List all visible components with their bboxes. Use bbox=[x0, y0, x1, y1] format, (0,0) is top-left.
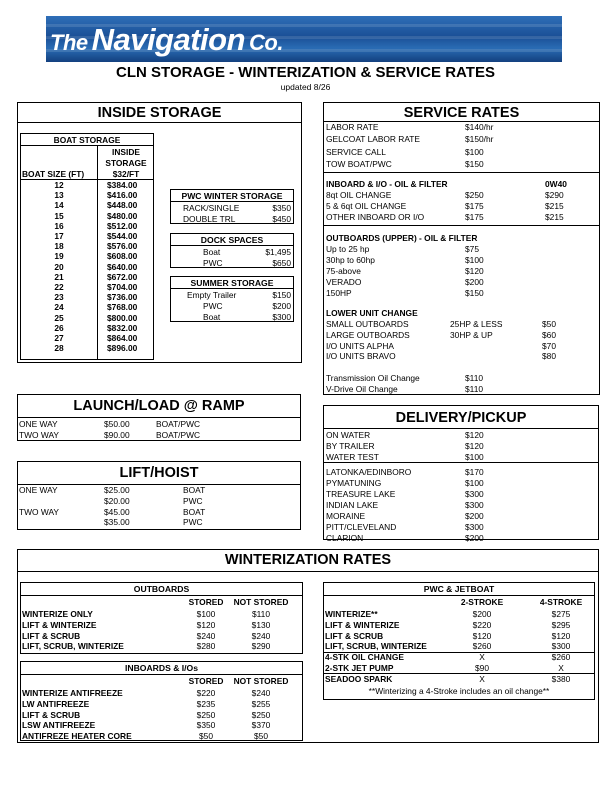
table-row bbox=[21, 180, 155, 190]
oil-change-price: $110 bbox=[465, 373, 484, 383]
divider bbox=[18, 417, 300, 418]
inboard-0w40-price: $215 bbox=[545, 201, 564, 211]
inside-storage-price-cell: $576.00 bbox=[107, 241, 138, 252]
dock-space-price: $650 bbox=[272, 258, 291, 268]
inboard-label: 8qt OIL CHANGE bbox=[326, 190, 392, 200]
boat-size-cell: 20 bbox=[54, 261, 64, 272]
pwc-jetboat-table bbox=[323, 582, 595, 700]
pwc-col1-value: $200 bbox=[472, 609, 492, 619]
divider bbox=[21, 674, 302, 675]
service-label: GELCOAT LABOR RATE bbox=[326, 134, 421, 145]
outboards-col2-value: $110 bbox=[251, 609, 270, 619]
delivery-price: $120 bbox=[465, 441, 484, 451]
boat-size-cell: 24 bbox=[54, 302, 64, 313]
outboard-label: 150HP bbox=[326, 288, 352, 298]
inboard-price: $175 bbox=[465, 201, 484, 211]
boat-size-cell: 27 bbox=[54, 333, 64, 344]
outboards-heading: OUTBOARDS bbox=[133, 584, 190, 594]
boat-size-cell: 23 bbox=[54, 292, 64, 303]
oil-change-label: V-Drive Oil Change bbox=[326, 383, 398, 394]
divider bbox=[18, 122, 301, 123]
pwc-winter-price: $350 bbox=[272, 203, 291, 213]
boat-size-cell: 25 bbox=[54, 312, 64, 323]
inboards-table bbox=[20, 661, 303, 741]
inboards-row-label: LSW ANTIFREEZE bbox=[22, 720, 96, 731]
inside-storage-price-cell: $448.00 bbox=[107, 200, 138, 211]
dock-space-label: Boat bbox=[203, 247, 221, 257]
header-banner bbox=[46, 16, 562, 62]
inboard-heading: INBOARD & I/O - OIL & FILTER bbox=[326, 179, 448, 189]
delivery-label: INDIAN LAKE bbox=[326, 500, 379, 510]
delivery-price: $120 bbox=[465, 430, 484, 440]
inside-storage-col-line1: INSIDE bbox=[112, 147, 140, 157]
inboards-col2-value: $250 bbox=[251, 709, 271, 720]
inboards-col2-value: $240 bbox=[251, 688, 271, 698]
table-row bbox=[21, 211, 155, 221]
delivery-label: CLARION bbox=[326, 533, 364, 543]
launch-price: $50.00 bbox=[104, 419, 130, 429]
lower-unit-heading: LOWER UNIT CHANGE bbox=[326, 308, 418, 318]
service-rates-box bbox=[323, 102, 600, 395]
lift-label: TWO WAY bbox=[19, 506, 60, 517]
inboards-heading: INBOARDS & I/Os bbox=[124, 663, 199, 673]
boat-size-cell: 19 bbox=[54, 251, 64, 262]
outboards-col1-value: $100 bbox=[196, 609, 216, 619]
pwc-col2-value: $275 bbox=[551, 609, 571, 619]
table-row bbox=[21, 302, 155, 312]
boat-storage-label: BOAT STORAGE bbox=[53, 135, 121, 145]
outboards-col2-header: NOT STORED bbox=[233, 597, 289, 607]
lift-type: PWC bbox=[183, 495, 203, 506]
pwc-col2-value: $260 bbox=[551, 652, 571, 663]
pwc-row-label: LIFT & WINTERIZE bbox=[325, 619, 400, 630]
delivery-price: $170 bbox=[465, 467, 484, 477]
lower-unit-note: 30HP & UP bbox=[450, 329, 493, 340]
pwc-winter-price: $450 bbox=[272, 214, 291, 224]
table-row bbox=[21, 333, 155, 343]
inboard-label: 5 & 6qt OIL CHANGE bbox=[326, 201, 407, 211]
inboards-col1-value: $250 bbox=[196, 709, 216, 720]
table-row bbox=[21, 272, 155, 282]
outboards-col1-value: $280 bbox=[196, 641, 216, 652]
pwc-row-label: LIFT & SCRUB bbox=[325, 630, 384, 641]
inboard-0w40-price: $290 bbox=[545, 190, 564, 200]
summer-storage-table bbox=[170, 276, 294, 322]
outboard-price: $100 bbox=[465, 255, 484, 265]
table-row bbox=[21, 200, 155, 210]
delivery-heading: DELIVERY/PICKUP bbox=[395, 410, 527, 426]
pwc-winter-heading: PWC WINTER STORAGE bbox=[181, 191, 283, 201]
divider bbox=[324, 225, 599, 226]
pwc-col2-value: X bbox=[558, 663, 564, 673]
pwc-col2-value: $295 bbox=[551, 619, 571, 630]
service-price: $140/hr bbox=[465, 122, 494, 132]
boat-size-cell: 14 bbox=[54, 200, 64, 211]
inboards-col2-value: $255 bbox=[251, 698, 271, 709]
launch-price: $90.00 bbox=[104, 430, 130, 440]
service-label: SERVICE CALL bbox=[326, 146, 386, 157]
inboards-col2-value: $370 bbox=[251, 720, 271, 731]
inboards-col2-value: $50 bbox=[254, 731, 268, 742]
table-row bbox=[21, 262, 155, 272]
outboard-price: $150 bbox=[465, 288, 484, 298]
inside-storage-price-cell: $640.00 bbox=[107, 261, 138, 272]
outboards-row-label: LIFT & SCRUB bbox=[22, 630, 81, 641]
pwc-col1-value: $120 bbox=[472, 630, 492, 641]
delivery-price: $200 bbox=[465, 533, 484, 543]
lift-price: $20.00 bbox=[104, 495, 130, 506]
pwc-col2-value: $380 bbox=[551, 673, 571, 684]
lower-unit-label: LARGE OUTBOARDS bbox=[326, 329, 410, 340]
company-logo: The Navigation Co. bbox=[50, 22, 283, 57]
lower-unit-label: SMALL OUTBOARDS bbox=[326, 319, 409, 329]
delivery-price: $200 bbox=[465, 511, 484, 521]
launch-heading: LAUNCH/LOAD @ RAMP bbox=[73, 398, 245, 414]
boat-size-cell: 13 bbox=[54, 190, 64, 201]
inboards-row-label: ANTIFREZE HEATER CORE bbox=[22, 731, 132, 742]
delivery-label: BY TRAILER bbox=[326, 441, 375, 451]
delivery-label: PYMATUNING bbox=[326, 478, 382, 488]
table-row bbox=[21, 323, 155, 333]
divider bbox=[324, 595, 594, 596]
outboards-row-label: LIFT & WINTERIZE bbox=[22, 619, 97, 630]
outboard-label: VERADO bbox=[326, 277, 362, 287]
pwc-row-label: LIFT, SCRUB, WINTERIZE bbox=[325, 641, 427, 652]
divider bbox=[21, 595, 302, 596]
lift-price: $45.00 bbox=[104, 506, 130, 517]
boat-storage-table bbox=[20, 133, 154, 360]
pwc-col2-header: 4-STROKE bbox=[539, 597, 583, 607]
outboard-heading: OUTBOARDS (UPPER) - OIL & FILTER bbox=[326, 233, 478, 243]
summer-storage-price: $200 bbox=[272, 301, 291, 311]
updated-date: updated 8/26 bbox=[280, 82, 331, 92]
pwc-col1-value: X bbox=[479, 652, 485, 663]
lift-heading: LIFT/HOIST bbox=[119, 465, 199, 481]
lower-unit-price: $80 bbox=[542, 351, 556, 362]
boat-size-cell: 22 bbox=[54, 282, 64, 293]
lift-label: ONE WAY bbox=[19, 485, 58, 495]
lower-unit-price: $70 bbox=[542, 340, 556, 351]
inside-storage-price-cell: $544.00 bbox=[107, 231, 138, 242]
pwc-col1-value: X bbox=[479, 673, 485, 684]
inside-storage-box bbox=[17, 102, 302, 363]
inside-storage-price-cell: $736.00 bbox=[107, 292, 138, 303]
inside-storage-price-cell: $768.00 bbox=[107, 302, 138, 313]
inside-storage-price-cell: $672.00 bbox=[107, 271, 138, 282]
table-row bbox=[21, 251, 155, 261]
service-rates-heading: SERVICE RATES bbox=[403, 105, 520, 121]
delivery-price: $300 bbox=[465, 489, 484, 499]
delivery-label: MORAINE bbox=[326, 511, 366, 521]
launch-type: BOAT/PWC bbox=[156, 430, 201, 440]
outboard-label: Up to 25 hp bbox=[326, 244, 370, 254]
pwc-col1-header: 2-STROKE bbox=[460, 597, 504, 607]
table-row bbox=[21, 292, 155, 302]
pwc-row-label: 4-STK OIL CHANGE bbox=[325, 652, 404, 663]
inboards-row-label: LW ANTIFREEZE bbox=[22, 698, 90, 709]
table-row bbox=[21, 313, 155, 323]
delivery-pickup-box bbox=[323, 405, 599, 543]
delivery-label: TREASURE LAKE bbox=[326, 489, 396, 499]
lower-unit-price: $60 bbox=[542, 329, 556, 340]
inside-storage-heading: INSIDE STORAGE bbox=[97, 105, 222, 121]
inside-storage-price-cell: $832.00 bbox=[107, 322, 138, 333]
inside-storage-price-cell: $608.00 bbox=[107, 251, 138, 262]
boat-size-cell: 17 bbox=[54, 231, 64, 242]
divider bbox=[171, 288, 293, 289]
boat-size-rows bbox=[21, 180, 155, 353]
launch-label: TWO WAY bbox=[19, 430, 60, 440]
service-label: TOW BOAT/PWC bbox=[326, 158, 392, 169]
pwc-row-label: SEADOO SPARK bbox=[325, 673, 393, 684]
lower-unit-note: 25HP & LESS bbox=[450, 319, 503, 329]
pwc-footnote: **Winterizing a 4-Stroke includes an oil change** bbox=[368, 686, 550, 696]
boat-size-cell: 12 bbox=[54, 180, 64, 190]
outboard-price: $120 bbox=[465, 266, 484, 276]
inboards-col1-header: STORED bbox=[188, 676, 224, 686]
table-row bbox=[21, 282, 155, 292]
inside-storage-price-cell: $384.00 bbox=[107, 180, 138, 190]
delivery-price: $300 bbox=[465, 500, 484, 510]
outboards-row-label: WINTERIZE ONLY bbox=[22, 609, 93, 619]
inboard-price: $250 bbox=[465, 190, 484, 200]
inside-storage-price-cell: $480.00 bbox=[107, 210, 138, 221]
boat-size-cell: 28 bbox=[54, 343, 64, 354]
delivery-label: LATONKA/EDINBORO bbox=[326, 467, 412, 477]
lift-price: $25.00 bbox=[104, 485, 130, 495]
divider bbox=[171, 245, 293, 246]
launch-type: BOAT/PWC bbox=[156, 419, 201, 429]
table-row bbox=[21, 231, 155, 241]
table-row bbox=[21, 221, 155, 231]
winterization-heading: WINTERIZATION RATES bbox=[224, 552, 392, 568]
lift-hoist-box bbox=[17, 461, 301, 530]
pwc-col2-value: $300 bbox=[551, 641, 571, 652]
inboards-row-label: LIFT & SCRUB bbox=[22, 709, 81, 720]
pwc-winter-label: RACK/SINGLE bbox=[183, 203, 240, 213]
inside-storage-price-cell: $896.00 bbox=[107, 343, 138, 354]
outboards-col2-value: $240 bbox=[251, 630, 271, 641]
inboards-col1-value: $50 bbox=[199, 731, 213, 742]
divider bbox=[324, 652, 594, 653]
pwc-col1-value: $260 bbox=[472, 641, 492, 652]
oil-change-label: Transmission Oil Change bbox=[326, 373, 420, 383]
divider bbox=[18, 484, 300, 485]
divider bbox=[324, 673, 594, 674]
outboard-price: $75 bbox=[465, 244, 479, 254]
dock-space-label: PWC bbox=[203, 258, 223, 268]
pwc-row-label: WINTERIZE** bbox=[325, 609, 378, 619]
boat-size-cell: 26 bbox=[54, 322, 64, 333]
service-price: $150 bbox=[465, 158, 484, 169]
inside-storage-col-line3: $32/FT bbox=[112, 169, 140, 179]
summer-storage-label: Empty Trailer bbox=[187, 290, 237, 300]
summer-storage-price: $300 bbox=[272, 312, 291, 322]
delivery-price: $100 bbox=[465, 478, 484, 488]
pwc-winter-label: DOUBLE TRL bbox=[183, 214, 236, 224]
outboards-col1-value: $240 bbox=[196, 630, 216, 641]
table-row bbox=[21, 343, 155, 353]
inboard-price: $175 bbox=[465, 212, 484, 222]
divider bbox=[18, 571, 598, 572]
inside-storage-price-cell: $800.00 bbox=[107, 312, 138, 323]
oil-change-price: $110 bbox=[465, 383, 484, 394]
launch-load-box bbox=[17, 394, 301, 441]
boat-size-cell: 18 bbox=[54, 241, 64, 252]
inside-storage-col-line2: STORAGE bbox=[105, 158, 147, 168]
inboard-0w40-header: 0W40 bbox=[545, 179, 567, 189]
lift-type: BOAT bbox=[183, 485, 206, 495]
lower-unit-label: I/O UNITS BRAVO bbox=[326, 351, 396, 362]
lift-price: $35.00 bbox=[104, 517, 130, 528]
delivery-label: WATER TEST bbox=[326, 452, 379, 462]
outboard-label: 30hp to 60hp bbox=[326, 255, 375, 265]
pwc-col2-value: $120 bbox=[551, 630, 571, 641]
lower-unit-price: $50 bbox=[542, 319, 556, 329]
service-price: $150/hr bbox=[465, 134, 494, 145]
outboards-row-label: LIFT, SCRUB, WINTERIZE bbox=[22, 641, 124, 652]
inboards-row-label: WINTERIZE ANTIFREEZE bbox=[22, 688, 123, 698]
inboards-col1-value: $235 bbox=[196, 698, 216, 709]
delivery-price: $100 bbox=[465, 452, 484, 462]
lift-type: PWC bbox=[183, 517, 203, 528]
outboard-price: $200 bbox=[465, 277, 484, 287]
boat-size-cell: 16 bbox=[54, 220, 64, 231]
inside-storage-price-cell: $512.00 bbox=[107, 220, 138, 231]
inboards-col1-value: $350 bbox=[196, 720, 216, 731]
boat-size-header: BOAT SIZE (FT) bbox=[22, 169, 85, 179]
table-row bbox=[21, 241, 155, 251]
inboard-label: OTHER INBOARD OR I/O bbox=[326, 212, 425, 222]
service-price: $100 bbox=[465, 146, 484, 157]
delivery-label: ON WATER bbox=[326, 430, 371, 440]
summer-storage-heading: SUMMER STORAGE bbox=[190, 278, 274, 288]
pwc-row-label: 2-STK JET PUMP bbox=[325, 663, 394, 673]
boat-size-cell: 21 bbox=[54, 271, 64, 282]
lift-type: BOAT bbox=[183, 506, 206, 517]
outboards-col1-value: $120 bbox=[196, 619, 216, 630]
inboard-0w40-price: $215 bbox=[545, 212, 564, 222]
pwc-col1-value: $220 bbox=[472, 619, 492, 630]
outboard-label: 75-above bbox=[326, 266, 361, 276]
inside-storage-price-cell: $704.00 bbox=[107, 282, 138, 293]
inside-storage-price-cell: $864.00 bbox=[107, 333, 138, 344]
outboards-table bbox=[20, 582, 303, 654]
summer-storage-price: $150 bbox=[272, 290, 291, 300]
outboards-col2-value: $130 bbox=[251, 619, 271, 630]
inboards-col2-header: NOT STORED bbox=[233, 676, 289, 686]
delivery-price: $300 bbox=[465, 522, 484, 532]
boat-size-cell: 15 bbox=[54, 210, 64, 221]
outboards-col1-header: STORED bbox=[188, 597, 224, 607]
pwc-col1-value: $90 bbox=[475, 663, 489, 673]
delivery-label: PITT/CLEVELAND bbox=[326, 522, 397, 532]
divider bbox=[21, 145, 153, 146]
winterization-box bbox=[17, 549, 599, 743]
outboards-col2-value: $290 bbox=[251, 641, 271, 652]
inside-storage-price-cell: $416.00 bbox=[107, 190, 138, 201]
dock-spaces-heading: DOCK SPACES bbox=[200, 235, 264, 245]
divider bbox=[324, 428, 598, 429]
summer-storage-label: PWC bbox=[203, 301, 223, 311]
pwc-winter-storage-table bbox=[170, 189, 294, 224]
divider bbox=[171, 201, 293, 202]
page-title: CLN STORAGE - WINTERIZATION & SERVICE RATES bbox=[116, 64, 495, 81]
inboards-col1-value: $220 bbox=[196, 688, 216, 698]
divider bbox=[324, 172, 599, 173]
pwc-jetboat-heading: PWC & JETBOAT bbox=[423, 584, 495, 594]
service-label: LABOR RATE bbox=[326, 122, 379, 132]
summer-storage-label: Boat bbox=[203, 312, 221, 322]
launch-label: ONE WAY bbox=[19, 419, 58, 429]
dock-spaces-table bbox=[170, 233, 294, 268]
lower-unit-label: I/O UNITS ALPHA bbox=[326, 340, 394, 351]
divider bbox=[324, 462, 598, 463]
table-row bbox=[21, 190, 155, 200]
dock-space-price: $1,495 bbox=[265, 247, 291, 257]
